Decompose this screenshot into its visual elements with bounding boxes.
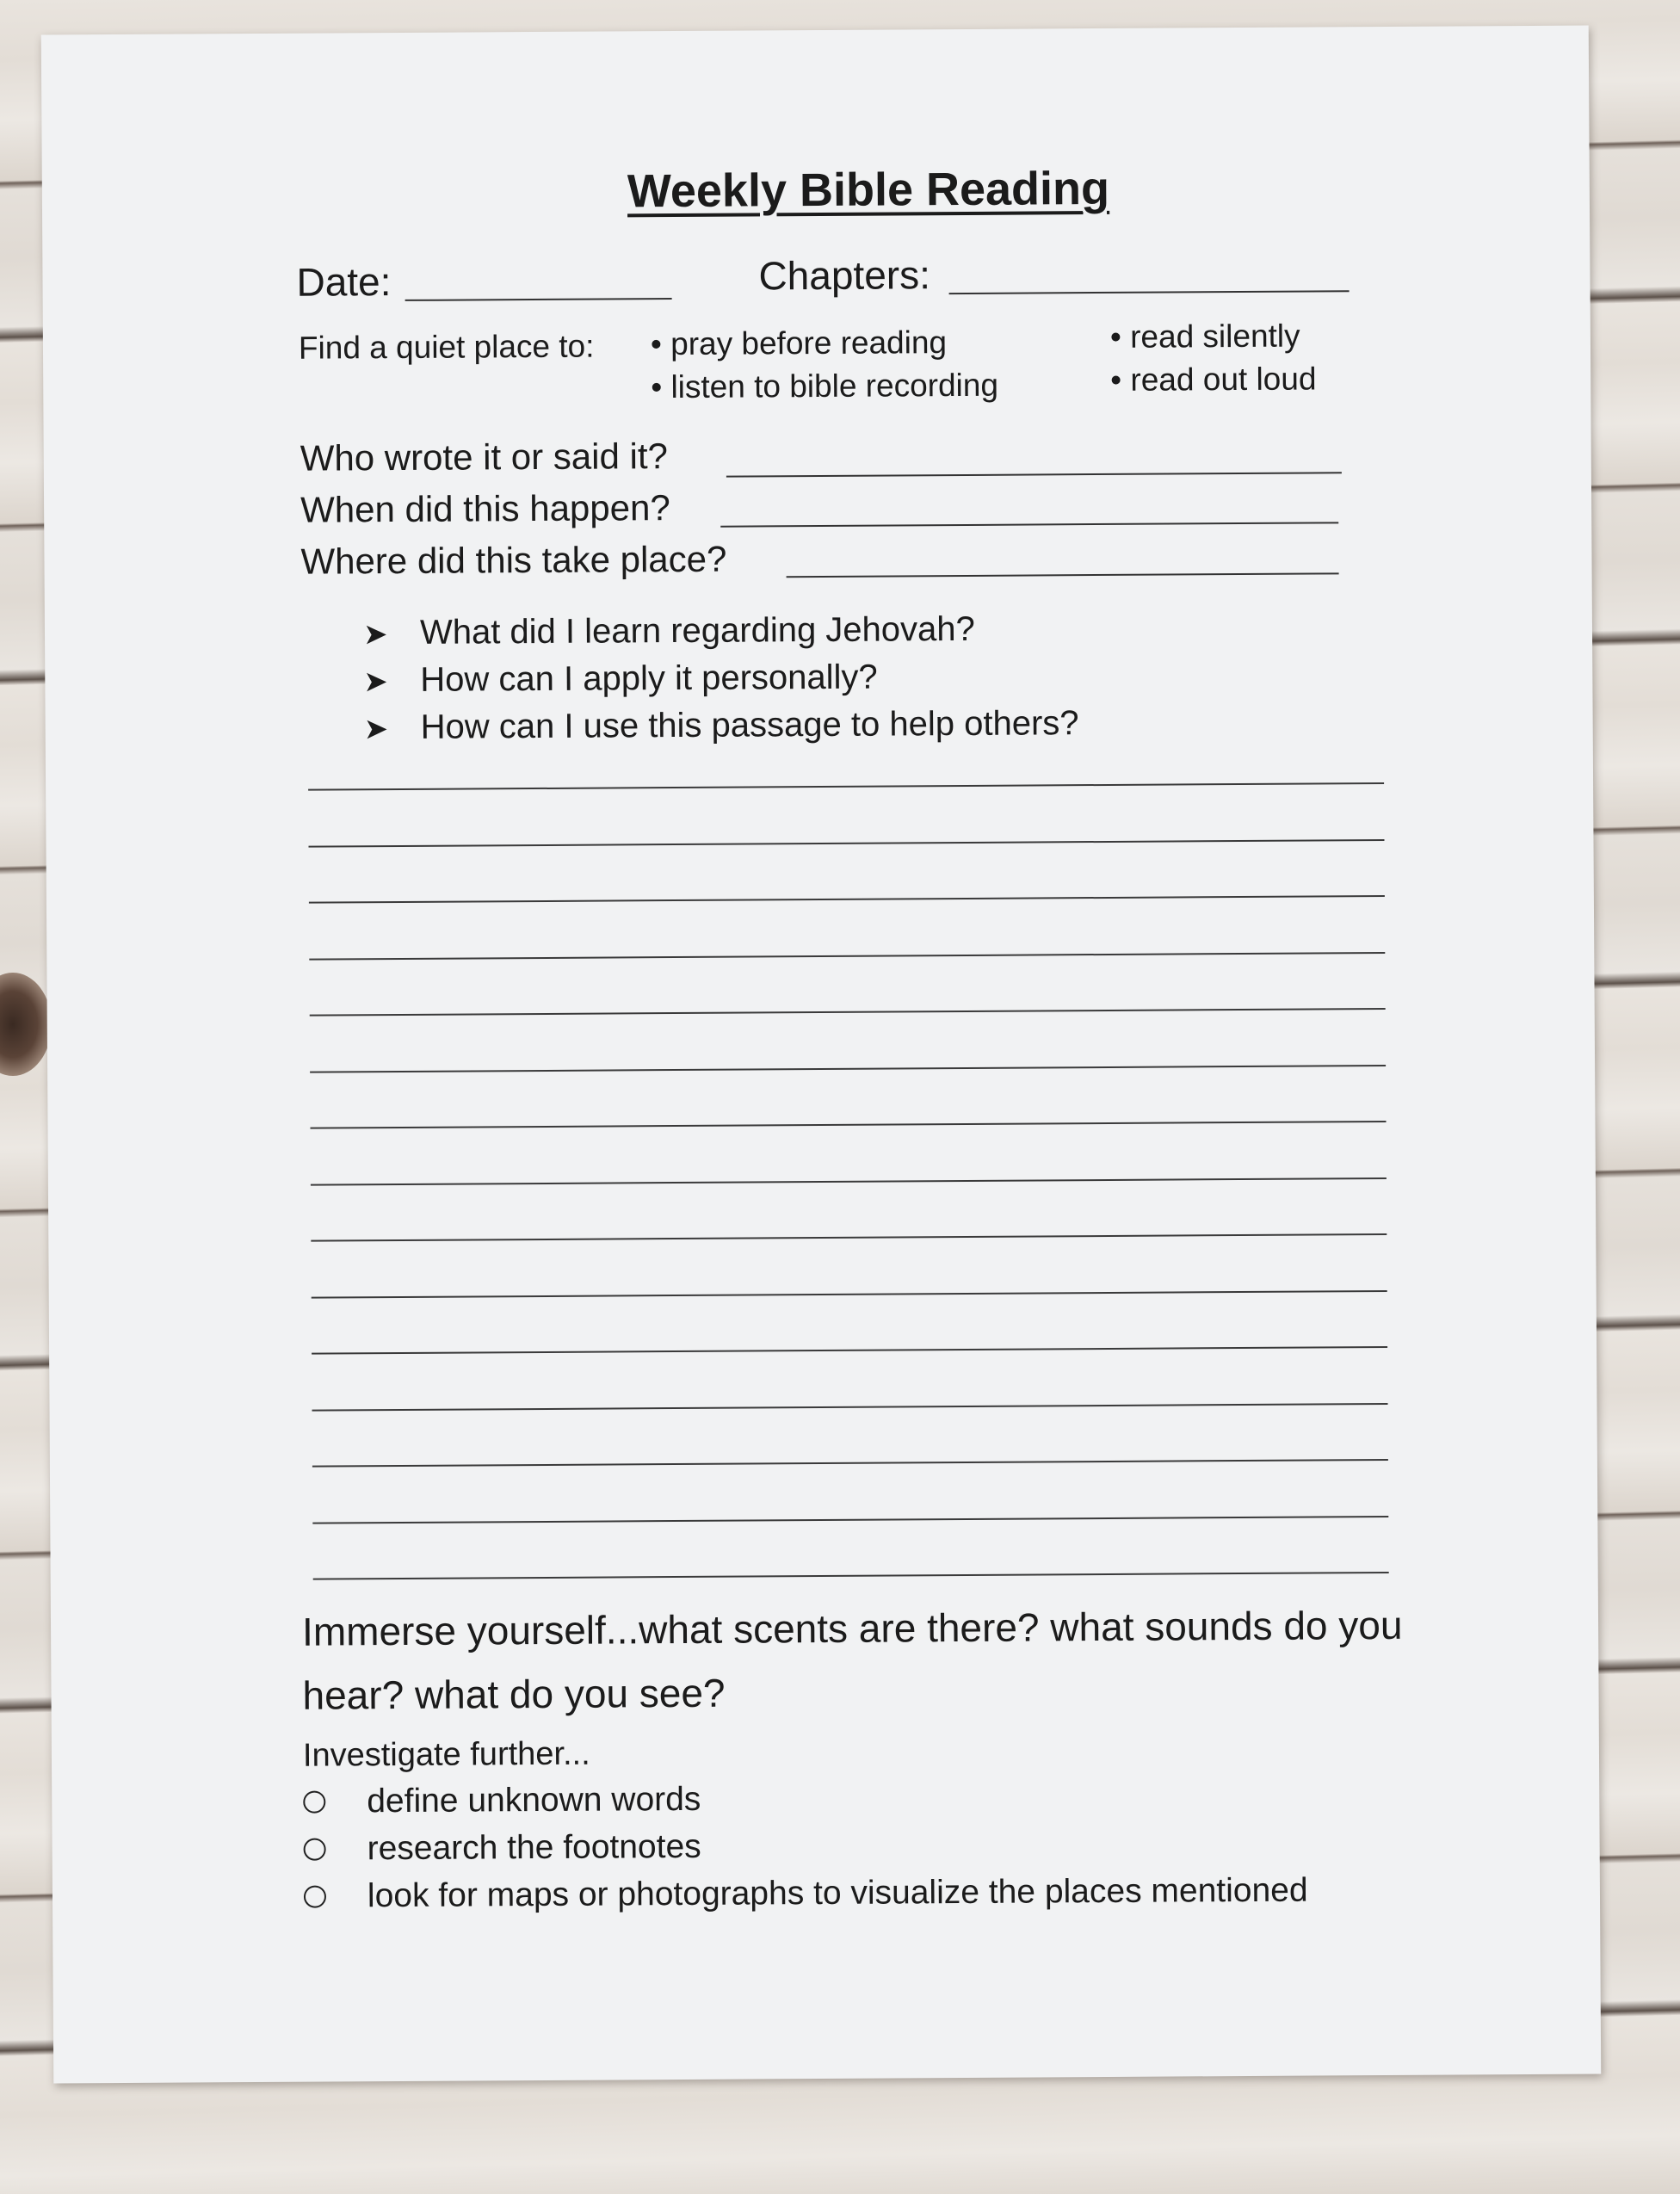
circle-bullet-icon [304,1838,326,1860]
question-where: Where did this take place? [300,538,727,582]
answer-blank-where[interactable] [787,572,1339,578]
answer-blank-who[interactable] [726,472,1342,477]
arrow-bullet-icon: ➤ [363,713,389,746]
reflection-prompt [363,610,975,652]
reflection-prompt [364,704,1079,747]
chapters-blank[interactable] [949,290,1350,294]
circle-bullet-icon [303,1790,325,1813]
investigate-item-text: look for maps or photographs to visualize the places mentioned [367,1871,1308,1915]
investigate-heading: Investigate further... [302,1735,590,1774]
writing-line[interactable] [310,1008,1386,1017]
investigate-item [303,1828,701,1869]
immerse-prompt: Immerse yourself...what scents are there? what sounds do you hear? what do you see? [301,1602,1403,1718]
writing-line[interactable] [310,1064,1386,1072]
reflection-prompt-text: What did I learn regarding Jehovah? [419,609,975,652]
writing-line[interactable] [309,838,1385,847]
quiet-place-item: • listen to bible recording [651,367,999,405]
reflection-prompt-text: How can I use this passage to help others? [420,704,1079,746]
quiet-place-item: • pray before reading [650,324,948,362]
quiet-place-label: Find a quiet place to: [298,328,595,366]
circle-bullet-icon [304,1885,326,1907]
investigate-item-text: define unknown words [367,1780,701,1820]
writing-line[interactable] [312,1402,1388,1411]
reflection-prompt [363,658,878,701]
worksheet-page [41,26,1602,2084]
question-who: Who wrote it or said it? [300,436,669,479]
writing-line[interactable] [312,1459,1388,1468]
quiet-place-item: • read silently [1109,318,1300,355]
writing-line[interactable] [311,1233,1387,1242]
date-label: Date: [296,259,392,305]
writing-line[interactable] [312,1515,1388,1523]
question-when: When did this happen? [300,487,670,530]
writing-line[interactable] [313,1572,1389,1580]
answer-blank-when[interactable] [720,522,1338,527]
investigate-item-text: research the footnotes [367,1827,701,1868]
arrow-bullet-icon: ➤ [363,665,388,699]
worksheet-title: Weekly Bible Reading [627,162,1110,218]
writing-line[interactable] [309,895,1385,904]
date-blank[interactable] [405,298,672,301]
writing-line[interactable] [311,1177,1387,1185]
arrow-bullet-icon: ➤ [362,618,388,652]
writing-line[interactable] [308,782,1384,791]
reflection-prompt-text: How can I apply it personally? [420,658,878,699]
writing-line[interactable] [312,1346,1387,1355]
investigate-item [303,1781,701,1821]
writing-line[interactable] [312,1289,1387,1298]
investigate-item [304,1872,1308,1916]
quiet-place-item: • read out loud [1110,361,1317,398]
writing-line[interactable] [309,951,1385,960]
writing-line[interactable] [311,1121,1387,1129]
chapters-label: Chapters: [758,252,931,299]
